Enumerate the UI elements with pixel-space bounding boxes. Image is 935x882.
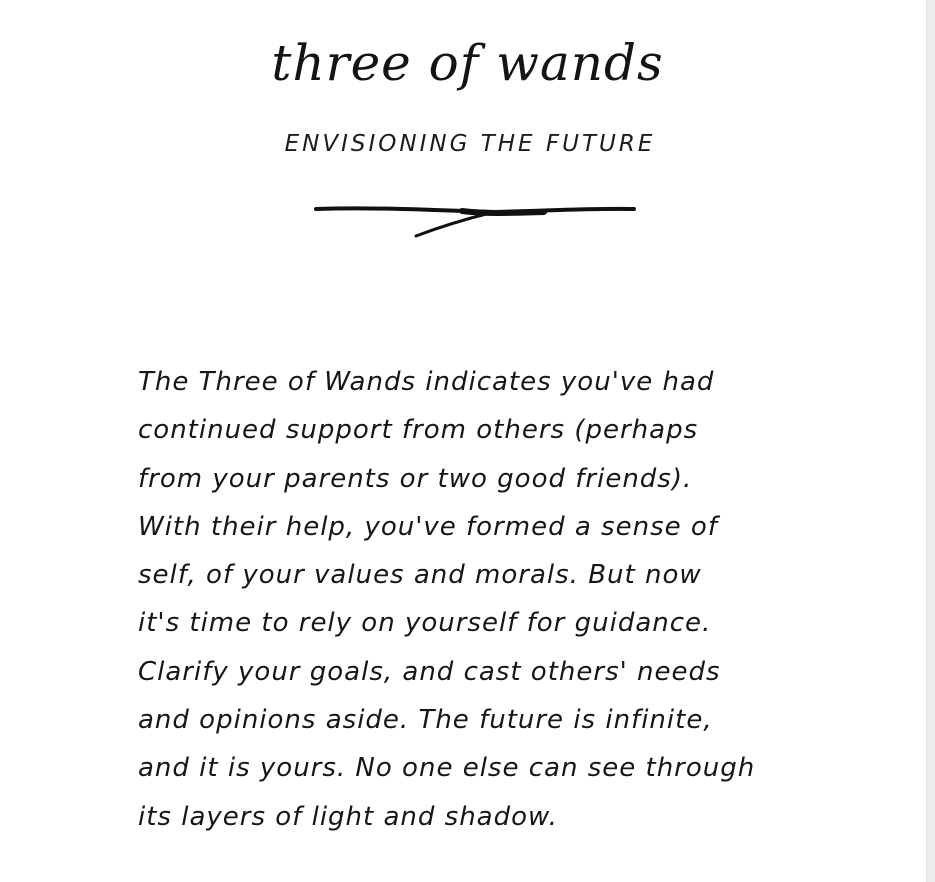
description-line: and it is yours. No one else can see through <box>138 753 756 784</box>
decorative-divider <box>312 196 638 244</box>
description-line: its layers of light and shadow. <box>138 801 558 832</box>
card-subtitle: ENVISIONING THE FUTURE <box>284 131 656 157</box>
card-title: three of wands <box>271 34 664 92</box>
description-line: Clarify your goals, and cast others' needs <box>138 656 721 687</box>
description-line: it's time to rely on yourself for guidance. <box>138 608 712 639</box>
card-description <box>138 358 828 841</box>
description-line: continued support from others (perhaps <box>138 415 699 446</box>
description-line: and opinions aside. The future is infinite, <box>138 705 713 736</box>
description-line: self, of your values and morals. But now <box>138 560 702 591</box>
description-line: The Three of Wands indicates you've had <box>138 367 715 397</box>
description-line: With their help, you've formed a sense of <box>138 511 718 542</box>
description-line: from your parents or two good friends). <box>138 463 693 494</box>
